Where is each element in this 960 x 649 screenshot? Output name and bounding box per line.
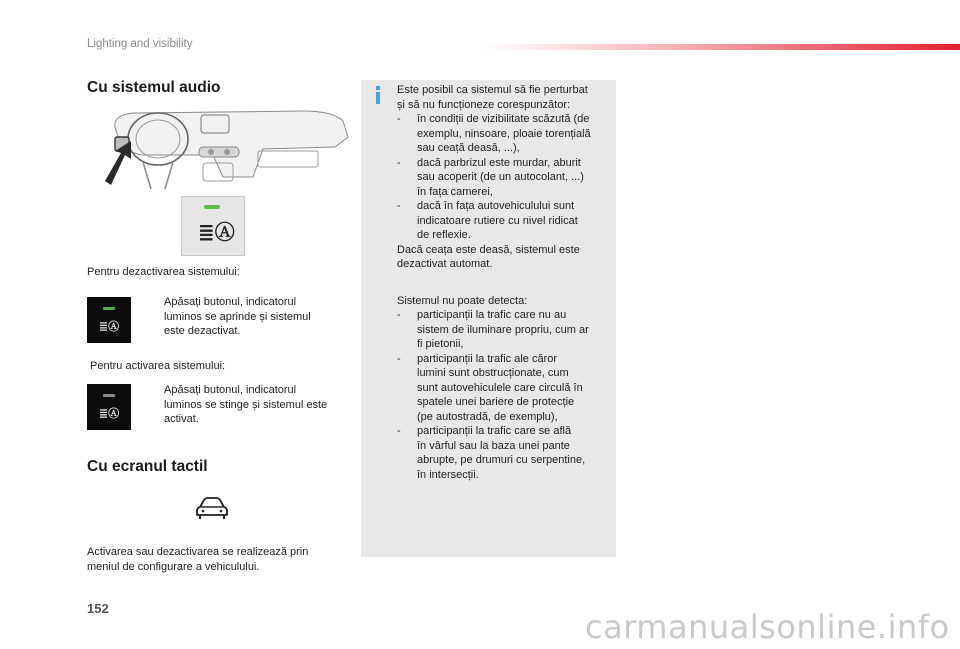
page-number: 152 [87, 601, 109, 616]
info-icon [372, 86, 384, 104]
touchscreen-section-title: Cu ecranul tactil [87, 458, 208, 475]
deactivate-intro: Pentru dezactivarea sistemului: [87, 266, 240, 278]
activate-instruction: Apăsați butonul, indicatorul luminos se stinge și sistemul este activat. [144, 383, 349, 427]
auto-high-beam-symbol: ≣Ⓐ [198, 220, 235, 244]
touchscreen-text: Activarea sau dezactivarea se realizează prin meniul de configurare a vehiculului. [87, 546, 309, 573]
bullet-arrow-icon [144, 383, 164, 398]
auto-high-beam-button-on [87, 297, 131, 343]
info-text-block: Este posibil ca sistemul să fie perturbat și să nu funcționeze corespunzător: - în condiții de vizibilitate scăzută (de exemplu, ninsoare, ploaie torențială sau ceață deasă, ...), - dacă parbrizul este murdar, aburit sau acoperit (de un autocolant, ...) în fața camerei, - dacă în fața autovehiculului sunt indicatoare rutiere cu nivel ridicat de reflexie. Dacă ceața este deasă, sistemul este dezactivat automat. Sistemul nu poate detecta: - participanții la trafic care nu au sistem de iluminare propriu, cum ar fi pietonii, - participanții la trafic ale căror lumini sunt obstrucționate, cum sunt autovehiculele care circulă în spatele unei bariere de protecție (pe autostradă, de exemplu), - participanții la trafic care se află în vârful sau la baza unei pante abrupte, pe drumuri cu serpentine, în intersecții. [397, 84, 591, 481]
led-on-icon [103, 307, 115, 310]
auto-high-beam-icon: ≣Ⓐ [98, 319, 120, 333]
deactivate-instruction: Apăsați butonul, indicatorul luminos se aprinde și sistemul este dezactivat. [144, 295, 344, 339]
header-accent-line [485, 44, 960, 50]
auto-high-beam-icon: ≣Ⓐ [98, 406, 120, 420]
led-indicator-on [204, 205, 220, 209]
activate-intro: Pentru activarea sistemului: [90, 360, 226, 372]
bullet-arrow-icon [144, 295, 164, 310]
section-header: Lighting and visibility [87, 38, 193, 50]
button-closeup-image [181, 196, 245, 256]
vehicle-settings-icon [195, 496, 229, 520]
led-off-icon [103, 394, 115, 397]
audio-section-title: Cu sistemul audio [87, 79, 221, 96]
dashboard-illustration [103, 107, 365, 195]
auto-high-beam-button-off [87, 384, 131, 430]
watermark: carmanualsonline.info [585, 608, 950, 646]
